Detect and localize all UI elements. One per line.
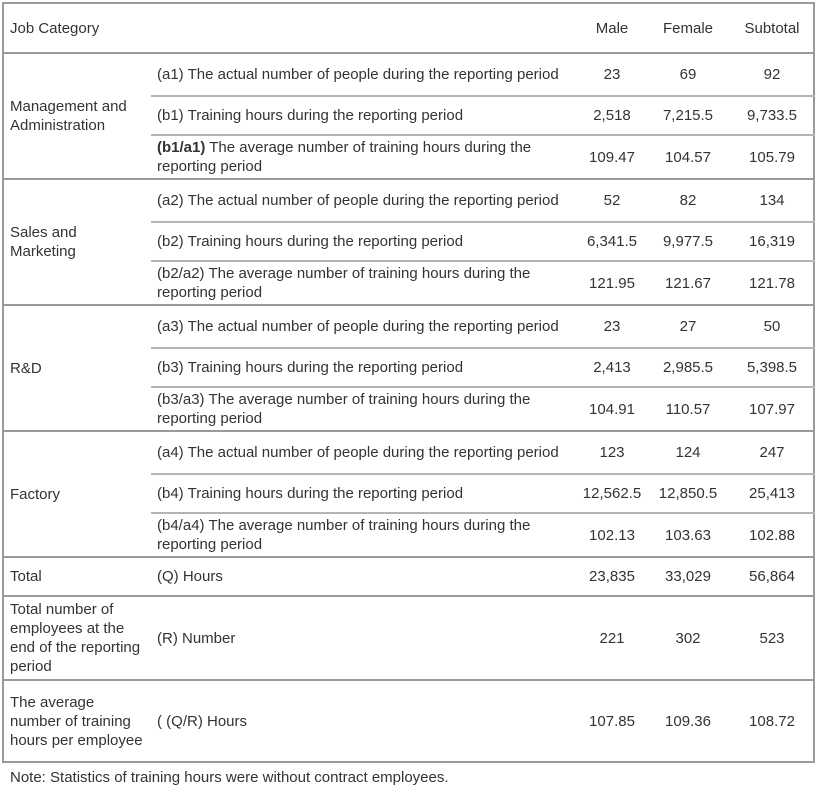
female-value: 82: [645, 179, 731, 222]
male-value: 121.95: [579, 261, 645, 305]
description-cell: (Q) Hours: [151, 557, 579, 596]
row-label-prefix: (a4): [157, 444, 184, 461]
row-label-text: The average number of training hours during the reporting period: [157, 391, 531, 427]
row-label-text: Training hours during the reporting period: [187, 485, 464, 502]
row-label-text: The actual number of people during the reporting period: [187, 318, 559, 335]
description-cell: [151, 261, 579, 305]
row-label-prefix: (a3): [157, 318, 184, 335]
subtotal-value: 107.97: [731, 387, 814, 431]
male-value: 23: [579, 305, 645, 348]
category-cell: R&D: [3, 305, 151, 431]
female-header: Female: [662, 19, 714, 37]
description-cell: [151, 431, 579, 474]
subtotal-value: 102.88: [731, 513, 814, 557]
female-value: 7,215.5: [645, 96, 731, 135]
male-value: 2,413: [579, 348, 645, 387]
table-row-total: [3, 557, 814, 596]
male-value: 221: [579, 596, 645, 680]
female-value: 302: [645, 596, 731, 680]
row-label-prefix: (a2): [157, 192, 184, 209]
female-value: 104.57: [645, 135, 731, 179]
row-label-prefix: (b3): [157, 359, 184, 376]
table-row-employees: [3, 596, 814, 680]
male-value: 2,518: [579, 96, 645, 135]
description-cell: [151, 474, 579, 513]
table-row: [3, 179, 814, 222]
male-value: 6,341.5: [579, 222, 645, 261]
table-row: [3, 305, 814, 348]
subtotal-value: 25,413: [731, 474, 814, 513]
category-cell: Factory: [3, 431, 151, 557]
female-value: 121.67: [645, 261, 731, 305]
description-cell: [151, 53, 579, 96]
row-label-prefix: (b3/a3): [157, 391, 205, 408]
description-cell: [151, 96, 579, 135]
row-label-prefix: (b1/a1): [157, 139, 206, 156]
subtotal-value: 5,398.5: [731, 348, 814, 387]
subtotal-value: 121.78: [731, 261, 814, 305]
female-value: 9,977.5: [645, 222, 731, 261]
female-value: 27: [645, 305, 731, 348]
row-label-prefix: (b1): [157, 107, 184, 124]
description-cell: [151, 305, 579, 348]
description-cell: (R) Number: [151, 596, 579, 680]
subtotal-value: 16,319: [731, 222, 814, 261]
female-value: 103.63: [645, 513, 731, 557]
male-value: 104.91: [579, 387, 645, 431]
row-label-text: The actual number of people during the reporting period: [187, 444, 559, 461]
row-label-text: The average number of training hours during the reporting period: [157, 265, 531, 301]
row-label-text: The actual number of people during the reporting period: [187, 192, 559, 209]
row-label-prefix: (b4/a4): [157, 517, 205, 534]
row-label-text: Training hours during the reporting period: [187, 233, 464, 250]
row-label-text: The average number of training hours during the reporting period: [157, 139, 532, 175]
category-cell: Total: [3, 557, 151, 596]
male-value: 102.13: [579, 513, 645, 557]
table-row-average: [3, 680, 814, 762]
subtotal-value: 9,733.5: [731, 96, 814, 135]
description-cell: [151, 513, 579, 557]
category-cell: Management and Administration: [3, 53, 151, 179]
note-text: Note: Statistics of training hours were without contract employees.: [10, 769, 449, 786]
table-row: [3, 53, 814, 96]
training-hours-table: [2, 2, 815, 763]
row-label-text: Training hours during the reporting period: [187, 359, 464, 376]
male-value: 109.47: [579, 135, 645, 179]
description-cell: [151, 222, 579, 261]
category-cell: Total number of employees at the end of the reporting period: [3, 596, 151, 680]
female-value: 33,029: [645, 557, 731, 596]
description-cell: [151, 387, 579, 431]
table-row: [3, 431, 814, 474]
category-cell: The average number of training hours per employee: [3, 680, 151, 762]
row-label-prefix: (a1): [157, 66, 184, 83]
row-label-prefix: (b4): [157, 485, 184, 502]
subtotal-value: 247: [731, 431, 814, 474]
female-value: 109.36: [645, 680, 731, 762]
male-value: 52: [579, 179, 645, 222]
header-row: [3, 3, 814, 53]
subtotal-value: 134: [731, 179, 814, 222]
subtotal-value: 523: [731, 596, 814, 680]
row-label-prefix: (b2): [157, 233, 184, 250]
description-cell: ( (Q/R) Hours: [151, 680, 579, 762]
row-label-text: The actual number of people during the reporting period: [187, 66, 559, 83]
male-value: 23: [579, 53, 645, 96]
description-cell: [151, 179, 579, 222]
row-label-text: Training hours during the reporting period: [187, 107, 464, 124]
subtotal-header: Subtotal: [744, 19, 800, 37]
male-value: 12,562.5: [579, 474, 645, 513]
male-value: 123: [579, 431, 645, 474]
subtotal-value: 92: [731, 53, 814, 96]
male-header: Male: [595, 19, 629, 37]
description-cell: [151, 135, 579, 179]
subtotal-value: 105.79: [731, 135, 814, 179]
training-statistics-page: [2, 2, 813, 787]
female-value: 69: [645, 53, 731, 96]
female-value: 2,985.5: [645, 348, 731, 387]
female-value: 110.57: [645, 387, 731, 431]
row-label-text: The average number of training hours during the reporting period: [157, 517, 531, 553]
male-value: 23,835: [579, 557, 645, 596]
subtotal-value: 56,864: [731, 557, 814, 596]
description-cell: [151, 348, 579, 387]
female-value: 12,850.5: [645, 474, 731, 513]
row-label-prefix: (b2/a2): [157, 265, 205, 282]
female-value: 124: [645, 431, 731, 474]
category-cell: Sales and Marketing: [3, 179, 151, 305]
subtotal-value: 50: [731, 305, 814, 348]
job-category-header: Job Category: [10, 19, 100, 37]
male-value: 107.85: [579, 680, 645, 762]
subtotal-value: 108.72: [731, 680, 814, 762]
